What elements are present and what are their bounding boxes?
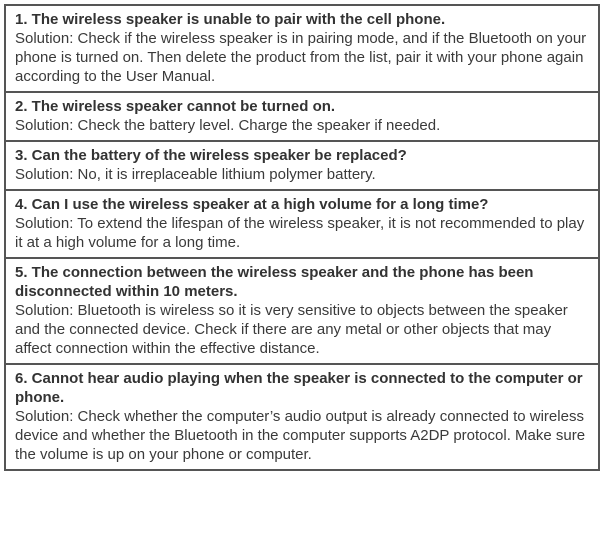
- faq-item-3: [4, 142, 600, 191]
- faq-answer: Solution: Check the battery level. Charge the speaker if needed.: [15, 117, 441, 134]
- faq-question: 2. The wireless speaker cannot be turned on.: [15, 98, 336, 115]
- faq-answer: Solution: Check whether the computer’s audio output is already connected to wireless device and whether the Bluetooth in the computer supports A2DP protocol. Make sure the volume is up on your phone or computer.: [15, 408, 586, 463]
- faq-answer: Solution: No, it is irreplaceable lithium polymer battery.: [15, 166, 376, 183]
- faq-answer: Solution: Bluetooth is wireless so it is very sensitive to objects between the speaker and the connected device. Check if there are any metal or other objects that may affect connection within the effective distance.: [15, 302, 568, 357]
- faq-question: 3. Can the battery of the wireless speaker be replaced?: [15, 147, 407, 164]
- faq-item-4: [4, 191, 600, 259]
- faq-question: 4. Can I use the wireless speaker at a high volume for a long time?: [15, 196, 489, 213]
- faq-table: [4, 4, 600, 471]
- faq-item-2: [4, 93, 600, 142]
- faq-item-6: [4, 365, 600, 471]
- faq-answer: Solution: To extend the lifespan of the wireless speaker, it is not recommended to play it at a high volume for a long time.: [15, 215, 585, 251]
- faq-item-5: [4, 259, 600, 365]
- faq-question: 1. The wireless speaker is unable to pair with the cell phone.: [15, 11, 446, 28]
- faq-item-1: [4, 6, 600, 93]
- faq-question: 5. The connection between the wireless speaker and the phone has been disconnected within 10 meters.: [15, 264, 534, 300]
- faq-question: 6. Cannot hear audio playing when the speaker is connected to the computer or phone.: [15, 370, 583, 406]
- faq-answer: Solution: Check if the wireless speaker is in pairing mode, and if the Bluetooth on your phone is turned on. Then delete the product from the list, pair it with your phone again according to the User Manual.: [15, 30, 587, 85]
